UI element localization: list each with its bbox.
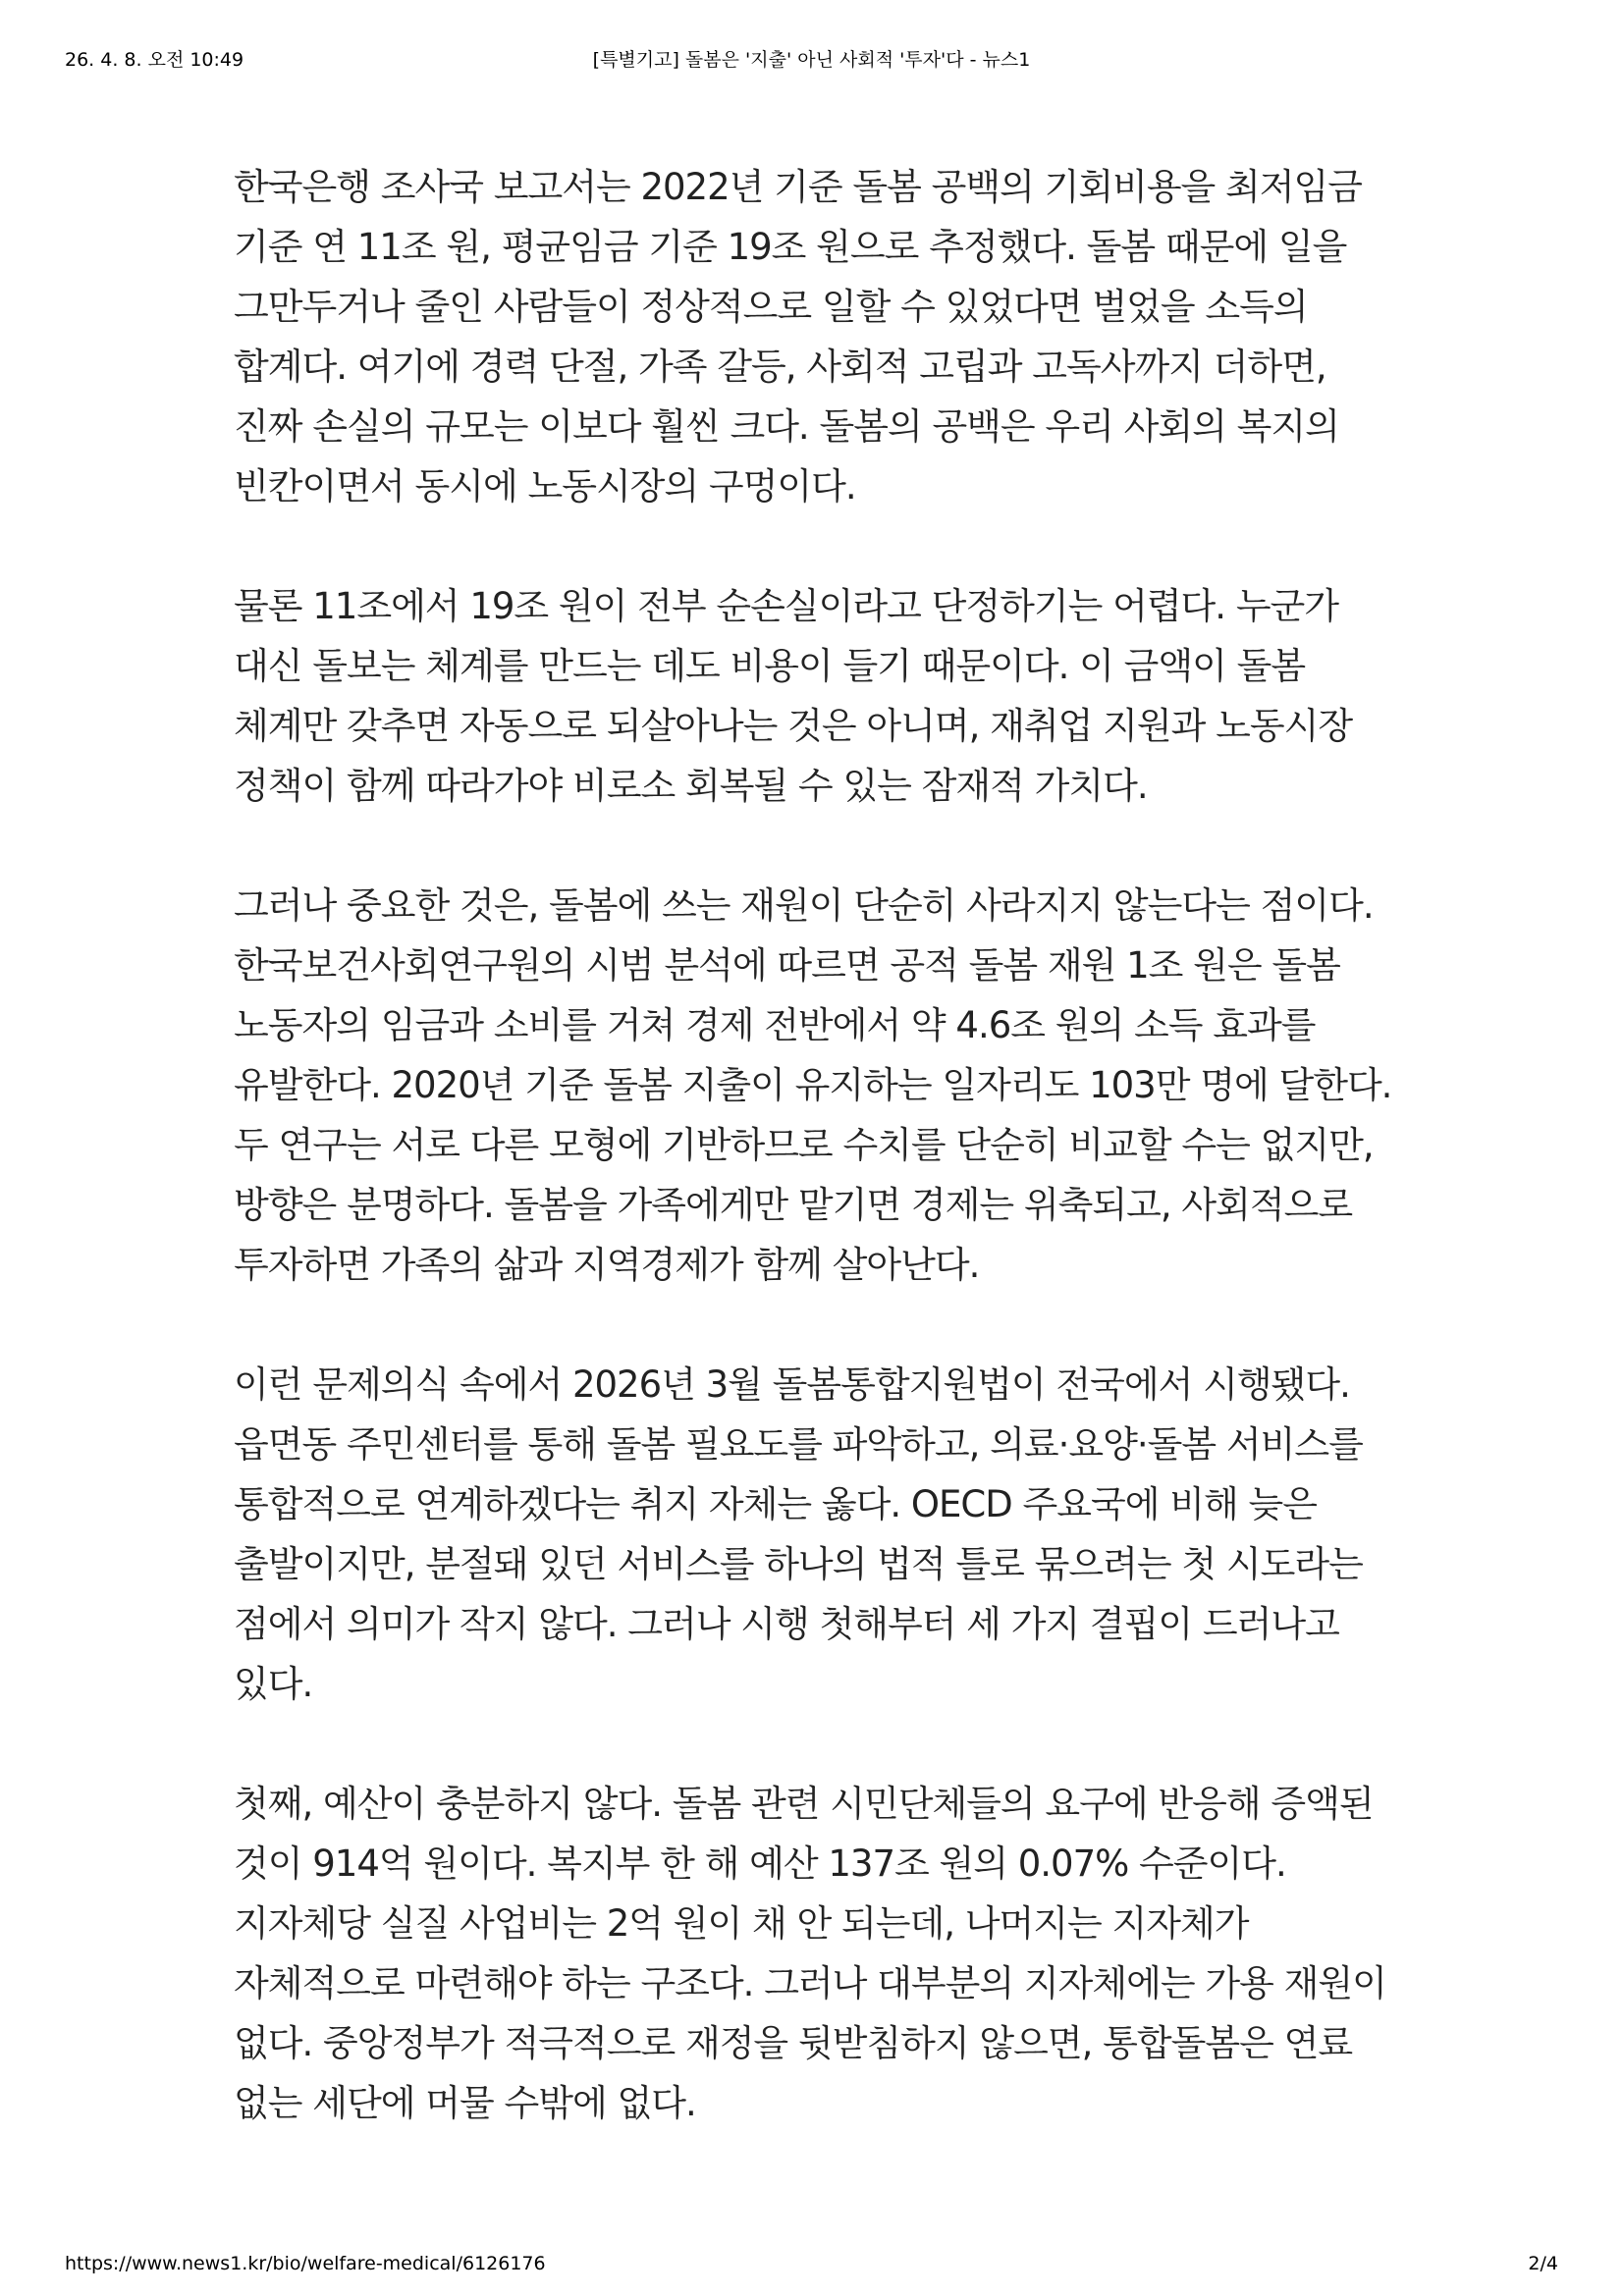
print-date: 26. 4. 8. 오전 10:49 bbox=[65, 49, 244, 71]
article-paragraph: 그러나 중요한 것은, 돌봄에 쓰는 재원이 단순히 사라지지 않는다는 점이다. 한국보건사회연구원의 시범 분석에 따르면 공적 돌봄 재원 1조 원은 돌봄 노동자의 임금과 소비를 거쳐 경제 전반에서 약 4.6조 원의 소득 효과를 유발한다. 2020년 기준 돌봄 지출이 유지하는 일자리도 103만 명에 달한다. 두 연구는 서로 다른 모형에 기반하므로 수치를 단순히 비교할 수는 없지만, 방향은 분명하다. 돌봄을 가족에게만 맡기면 경제는 위축되고, 사회적으로 투자하면 가족의 삶과 지역경제가 함께 살아난다. bbox=[234, 884, 1392, 1286]
article-paragraph: 한국은행 조사국 보고서는 2022년 기준 돌봄 공백의 기회비용을 최저임금 기준 연 11조 원, 평균임금 기준 19조 원으로 추정했다. 돌봄 때문에 일을 그만두거나 줄인 사람들이 정상적으로 일할 수 있었다면 벌었을 소득의 합계다. 여기에 경력 단절, 가족 갈등, 사회적 고립과 고독사까지 더하면, 진짜 손실의 규모는 이보다 훨씬 크다. 돌봄의 공백은 우리 사회의 복지의 빈칸이면서 동시에 노동시장의 구멍이다. bbox=[234, 166, 1363, 507]
page-title: [특별기고] 돌봄은 '지출' 아닌 사회적 '투자'다 - 뉴스1 bbox=[592, 49, 1031, 71]
article-paragraph: 이런 문제의식 속에서 2026년 3월 돌봄통합지원법이 전국에서 시행됐다. 읍면동 주민센터를 통해 돌봄 필요도를 파악하고, 의료·요양·돌봄 서비스를 통합적으로 연계하겠다는 취지 자체는 옳다. OECD 주요국에 비해 늦은 출발이지만, 분절돼 있던 서비스를 하나의 법적 틀로 묶으려는 첫 시도라는 점에서 의미가 작지 않다. 그러나 시행 첫해부터 세 가지 결핍이 드러나고 있다. bbox=[234, 1363, 1363, 1705]
article-body bbox=[234, 157, 1392, 2193]
print-header bbox=[65, 45, 1558, 75]
print-footer bbox=[65, 2253, 1558, 2282]
article-paragraph: 첫째, 예산이 충분하지 않다. 돌봄 관련 시민단체들의 요구에 반응해 증액된 것이 914억 원이다. 복지부 한 해 예산 137조 원의 0.07% 수준이다. 지자체당 실질 사업비는 2억 원이 채 안 되는데, 나머지는 지자체가 자체적으로 마련해야 하는 구조다. 그러나 대부분의 지자체에는 가용 재원이 없다. 중앙정부가 적극적으로 재정을 뒷받침하지 않으면, 통합돌봄은 연료 없는 세단에 머물 수밖에 없다. bbox=[234, 1783, 1386, 2124]
article-paragraph: 물론 11조에서 19조 원이 전부 순손실이라고 단정하기는 어렵다. 누군가 대신 돌보는 체계를 만드는 데도 비용이 들기 때문이다. 이 금액이 돌봄 체계만 갖추면 자동으로 되살아나는 것은 아니며, 재취업 지원과 노동시장 정책이 함께 따라가야 비로소 회복될 수 있는 잠재적 가치다. bbox=[234, 585, 1353, 807]
page-url: https://www.news1.kr/bio/welfare-medical/6126176 bbox=[65, 2253, 546, 2274]
page-number: 2/4 bbox=[1528, 2253, 1558, 2274]
